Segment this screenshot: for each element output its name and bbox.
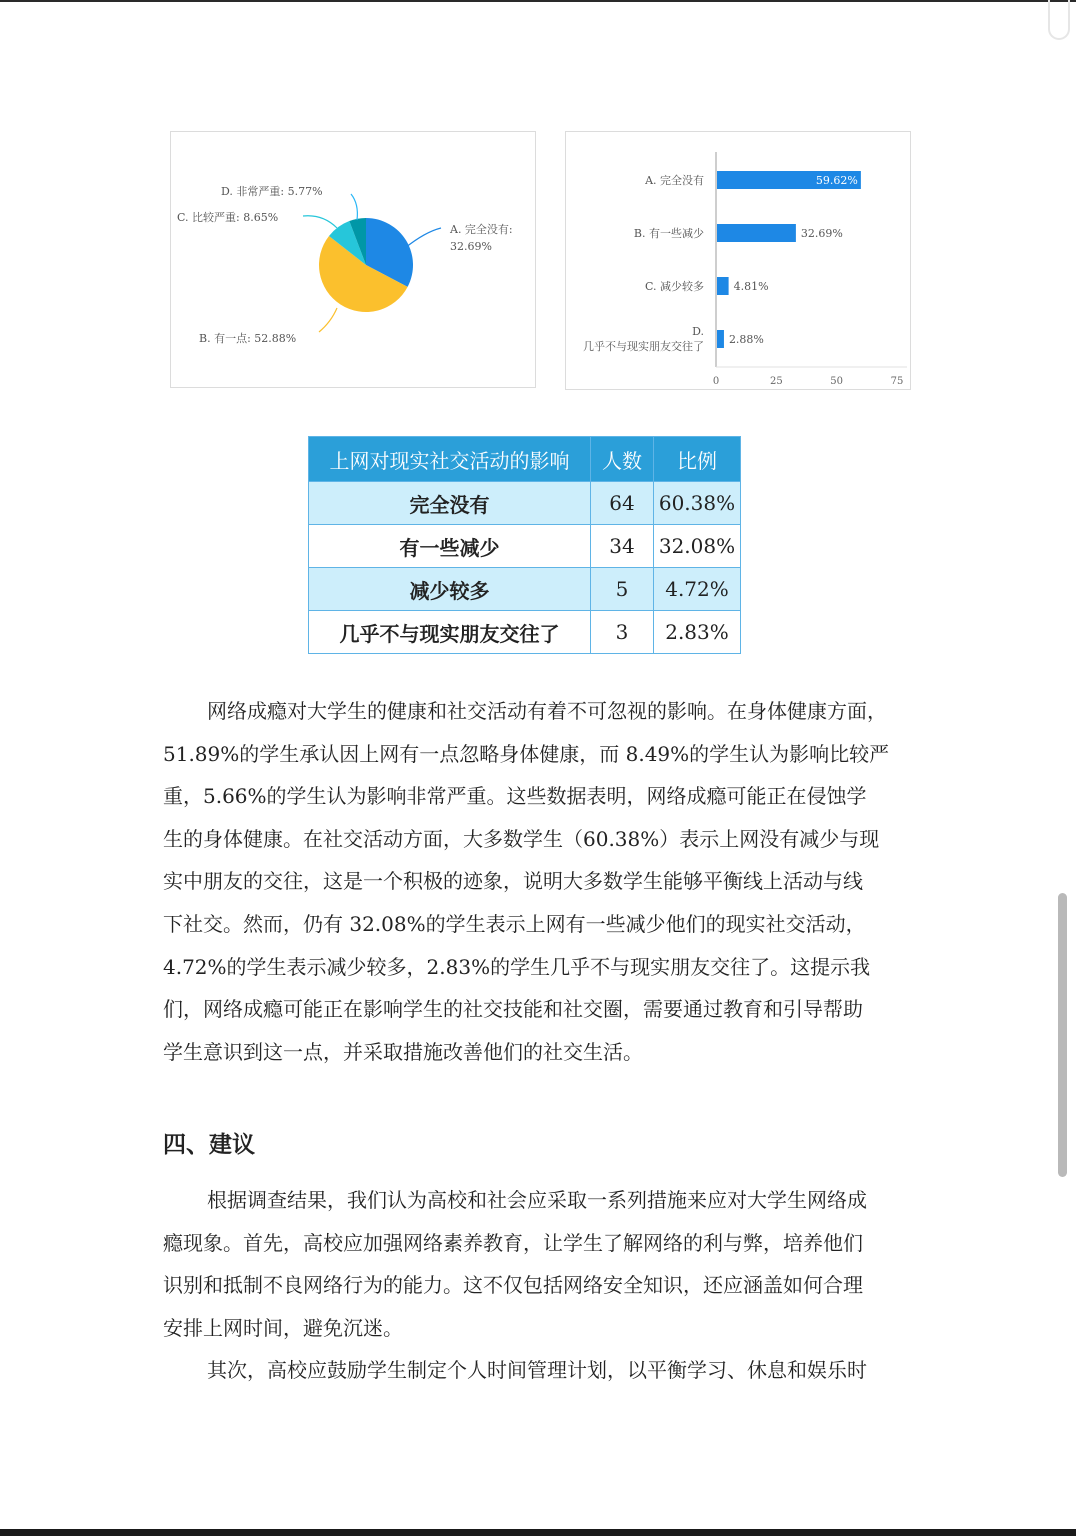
bar-value-label: 2.88% bbox=[728, 333, 764, 346]
scrollbar-thumb[interactable] bbox=[1058, 893, 1067, 1177]
bar-chart bbox=[566, 132, 912, 391]
header-category: 上网对现实社交活动的影响 bbox=[309, 437, 591, 482]
row-ratio: 32.08% bbox=[654, 525, 741, 568]
row-category: 有一些减少 bbox=[309, 525, 591, 568]
row-category: 完全没有 bbox=[309, 482, 591, 525]
bar-value-label: 4.81% bbox=[733, 280, 769, 293]
row-category: 几乎不与现实朋友交往了 bbox=[309, 611, 591, 654]
bar-category-label: C. 减少较多 bbox=[644, 280, 704, 293]
pie-label-a: A. 完全没有: bbox=[450, 223, 513, 236]
bar bbox=[717, 224, 796, 242]
paragraph-line: 安排上网时间，避免沉迷。 bbox=[163, 1315, 403, 1340]
paragraph-line: 实中朋友的交往，这是一个积极的迹象，说明大多数学生能够平衡线上活动与线 bbox=[163, 869, 863, 894]
bar-chart-panel bbox=[565, 131, 911, 390]
bar-x-tick-label: 50 bbox=[830, 376, 844, 387]
top-border bbox=[0, 0, 1076, 2]
bottom-border bbox=[0, 1529, 1076, 1536]
section-heading: 四、建议 bbox=[163, 1132, 255, 1158]
pie-label-c: C. 比较严重: 8.65% bbox=[177, 211, 279, 224]
paragraph-analysis bbox=[163, 690, 923, 1073]
row-ratio: 60.38% bbox=[654, 482, 741, 525]
bar bbox=[717, 277, 729, 295]
row-count: 64 bbox=[591, 482, 654, 525]
paragraph-line: 学生意识到这一点，并采取措施改善他们的社交生活。 bbox=[163, 1039, 643, 1064]
data-table bbox=[308, 436, 741, 654]
bar bbox=[717, 330, 724, 348]
leader-line-c bbox=[303, 216, 337, 228]
paragraph-line: 51.89%的学生承认因上网有一点忽略身体健康，而 8.49%的学生认为影响比较严 bbox=[163, 741, 890, 766]
bar-x-tick-label: 25 bbox=[769, 376, 783, 387]
paragraph-line: 网络成瘾对大学生的健康和社交活动有着不可忽视的影响。在身体健康方面， bbox=[207, 699, 887, 723]
paragraph-line: 生的身体健康。在社交活动方面，大多数学生（60.38%）表示上网没有减少与现 bbox=[163, 826, 880, 851]
row-count: 5 bbox=[591, 568, 654, 611]
pie-value-a: 32.69% bbox=[450, 240, 492, 253]
bar-category-label: D. bbox=[692, 325, 704, 338]
scroll-cap bbox=[1048, 0, 1070, 40]
table-row bbox=[309, 525, 741, 568]
paragraph-line: 根据调查结果，我们认为高校和社会应采取一系列措施来应对大学生网络成 bbox=[207, 1188, 867, 1212]
header-count: 人数 bbox=[591, 437, 654, 482]
paragraph-line: 识别和抵制不良网络行为的能力。这不仅包括网络安全知识，还应涵盖如何合理 bbox=[163, 1273, 863, 1298]
bar-category-label: A. 完全没有 bbox=[645, 174, 704, 187]
paragraph-suggestion-1 bbox=[163, 1179, 923, 1349]
bar-x-tick-label: 75 bbox=[890, 376, 904, 387]
paragraph-line: 重，5.66%的学生认为影响非常严重。这些数据表明，网络成瘾可能正在侵蚀学 bbox=[163, 784, 867, 809]
bar-value-label: 32.69% bbox=[800, 227, 843, 240]
bar-value-label: 59.62% bbox=[815, 174, 858, 187]
pie-label-b: B. 有一点: 52.88% bbox=[199, 332, 297, 345]
table-header-row bbox=[309, 437, 741, 482]
leader-line-a bbox=[405, 228, 441, 248]
paragraph-suggestion-2 bbox=[163, 1349, 923, 1392]
pie-label-d: D. 非常严重: 5.77% bbox=[221, 185, 323, 198]
bar-x-tick-label: 0 bbox=[712, 376, 720, 387]
paragraph-line: 们，网络成瘾可能正在影响学生的社交技能和社交圈，需要通过教育和引导帮助 bbox=[163, 997, 863, 1022]
row-ratio: 2.83% bbox=[654, 611, 741, 654]
bar-category-label: B. 有一些减少 bbox=[633, 227, 704, 240]
table-row bbox=[309, 611, 741, 654]
pie-chart bbox=[171, 132, 537, 389]
row-category: 减少较多 bbox=[309, 568, 591, 611]
paragraph-line: 其次，高校应鼓励学生制定个人时间管理计划，以平衡学习、休息和娱乐时 bbox=[207, 1358, 867, 1382]
paragraph-line: 瘾现象。首先，高校应加强网络素养教育，让学生了解网络的利与弊，培养他们 bbox=[163, 1230, 863, 1255]
row-count: 3 bbox=[591, 611, 654, 654]
pie-chart-panel bbox=[170, 131, 536, 388]
paragraph-line: 4.72%的学生表示减少较多，2.83%的学生几乎不与现实朋友交往了。这提示我 bbox=[163, 954, 871, 979]
row-count: 34 bbox=[591, 525, 654, 568]
bar-category-label: 几乎不与现实朋友交往了 bbox=[583, 340, 704, 353]
leader-line-b bbox=[319, 308, 337, 332]
table-row bbox=[309, 482, 741, 525]
paragraph-line: 下社交。然而，仍有 32.08%的学生表示上网有一些减少他们的现实社交活动， bbox=[163, 911, 866, 936]
header-ratio: 比例 bbox=[654, 437, 741, 482]
table-row bbox=[309, 568, 741, 611]
row-ratio: 4.72% bbox=[654, 568, 741, 611]
leader-line-d bbox=[351, 194, 357, 220]
